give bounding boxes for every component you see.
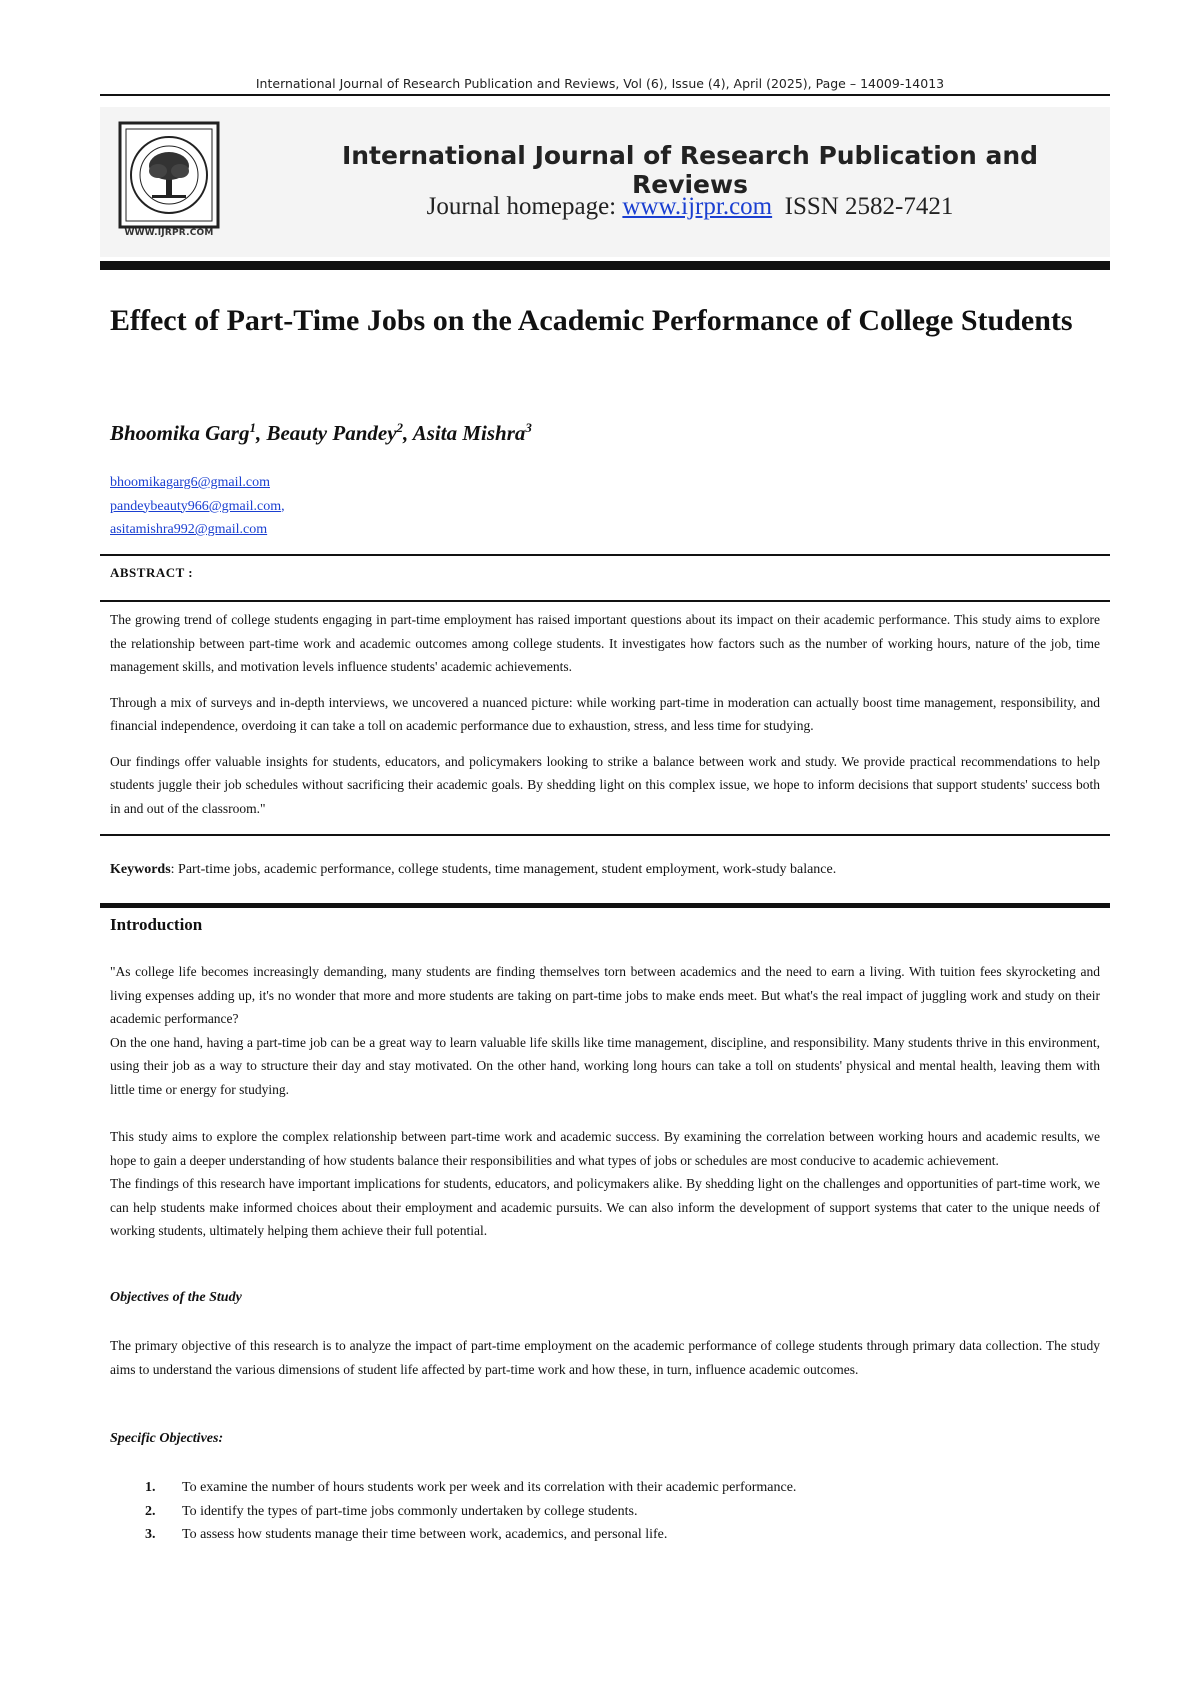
author-name: Beauty Pandey bbox=[266, 421, 397, 445]
intro-paragraph: On the one hand, having a part-time job can be a great way to learn valuable life skills like time management, discipline, and responsibility. Many students thrive in this environment, using their job as a way to structure their day and stay motivated. On the other hand, working long hours can take a toll on students' physical and mental health, leaving them with little time or energy for studying. bbox=[110, 1034, 1100, 1097]
list-item bbox=[110, 1523, 1100, 1547]
objectives-heading: Objectives of the Study bbox=[110, 1290, 242, 1305]
author-affiliation: 3 bbox=[525, 420, 532, 435]
keywords-text: : Part-time jobs, academic performance, college students, time management, student employment, work-study balance. bbox=[170, 862, 837, 877]
author-name: Asita Mishra bbox=[412, 421, 526, 445]
author-name: Bhoomika Garg bbox=[110, 421, 250, 445]
list-text: To assess how students manage their time between work, academics, and personal life. bbox=[182, 1527, 668, 1542]
journal-banner bbox=[100, 107, 1110, 257]
list-number: 2. bbox=[145, 1503, 156, 1519]
abstract-top-rule bbox=[100, 554, 1110, 556]
introduction-heading: Introduction bbox=[110, 915, 203, 934]
abstract-paragraph: Through a mix of surveys and in-depth interviews, we uncovered a nuanced picture: while working part-time in moderation can actually boost time management, responsibility, and financial independence, overdoing it can take a toll on academic performance due to exhaustion, stress, and less time for studying. bbox=[110, 694, 1100, 733]
authors: Bhoomika Garg$^1$, Beauty Pandey$^2$, Asita Mishra$^3$ bbox=[110, 420, 532, 445]
journal-homepage bbox=[280, 193, 1100, 221]
abstract-paragraph: The growing trend of college students engaging in part-time employment has raised important questions about its impact on their academic performance. This study aims to explore the relationship between part-time work and academic outcomes among college students. It investigates how factors such as the number of working hours, nature of the job, time management skills, and motivation levels influence students' academic achievements. bbox=[110, 612, 1100, 674]
author-affiliation: 2 bbox=[396, 420, 404, 435]
objectives-paragraph: The primary objective of this research is to analyze the impact of part-time employment on the academic performance of college students through primary data collection. The study aims to understand the various dimensions of student life affected by part-time work and how these, in turn, influence academic outcomes. bbox=[110, 1338, 1100, 1377]
email-link[interactable]: bhoomikagarg6@gmail.com bbox=[110, 475, 270, 490]
keywords bbox=[110, 862, 1100, 878]
paper-title: Effect of Part-Time Jobs on the Academic Performance of College Students bbox=[110, 304, 1073, 337]
issn: ISSN 2582-7421 bbox=[784, 193, 954, 220]
abstract-paragraph: Our findings offer valuable insights for students, educators, and policymakers looking to strike a balance between work and study. We provide practical recommendations to help students juggle their job schedules without sacrificing their academic goals. By shedding light on this complex issue, we hope to inform decisions that support students' success both in and out of the classroom." bbox=[110, 753, 1100, 816]
intro-paragraph: This study aims to explore the complex relationship between part-time work and academic success. By examining the correlation between working hours and academic results, we hope to gain a deeper understanding of how students balance their responsibilities and what types of jobs or schedules are most conducive to academic achievement. bbox=[110, 1129, 1100, 1168]
abstract-body bbox=[110, 608, 1100, 832]
header-rule bbox=[100, 94, 1110, 96]
author-emails bbox=[110, 471, 285, 542]
objectives-body bbox=[110, 1334, 1100, 1381]
list-number: 1. bbox=[145, 1480, 156, 1495]
email-link[interactable]: pandeybeauty966@gmail.com, bbox=[110, 498, 285, 514]
homepage-label: Journal homepage: bbox=[426, 193, 623, 220]
email-link[interactable]: asitamishra992@gmail.com bbox=[110, 522, 268, 537]
objectives-list bbox=[110, 1476, 1100, 1547]
list-text: To identify the types of part-time jobs commonly undertaken by college students. bbox=[182, 1503, 638, 1519]
intro-paragraph: "As college life becomes increasingly demanding, many students are finding themselves torn between academics and the need to earn a living. With tuition fees skyrocketing and living expenses adding up, it's no wonder that more and more students are taking on part-time jobs to make ends meet. But what's the real impact of juggling work and study on their academic performance? bbox=[110, 964, 1100, 1026]
list-item bbox=[110, 1500, 1100, 1524]
list-item bbox=[110, 1476, 1100, 1500]
introduction-body bbox=[110, 960, 1100, 1243]
author-affiliation: 1 bbox=[249, 420, 256, 435]
banner-rule bbox=[100, 261, 1110, 270]
logo-caption: WWW.IJRPR.COM bbox=[124, 228, 214, 238]
section-rule bbox=[100, 903, 1110, 908]
intro-paragraph: The findings of this research have important implications for students, educators, and policymakers alike. By shedding light on the challenges and opportunities of part-time work, we can help students make informed choices about their employment and academic pursuits. We can also inform the development of support systems that cater to the unique needs of working students, ultimately helping them achieve their full potential. bbox=[110, 1176, 1100, 1238]
keywords-label: Keywords bbox=[110, 862, 171, 877]
list-number: 3. bbox=[145, 1527, 156, 1542]
specific-objectives-heading: Specific Objectives: bbox=[110, 1431, 224, 1446]
list-text: To examine the number of hours students work per week and its correlation with their academic performance. bbox=[182, 1480, 797, 1495]
homepage-link[interactable]: www.ijrpr.com bbox=[622, 193, 773, 220]
abstract-bottom-rule bbox=[100, 834, 1110, 836]
running-head: International Journal of Research Publication and Reviews, Vol (6), Issue (4), April (2025), Page – 14009-14013 bbox=[255, 76, 945, 91]
abstract-label-rule bbox=[100, 600, 1110, 602]
abstract-label: ABSTRACT : bbox=[110, 565, 194, 580]
journal-name: International Journal of Research Publication and Reviews bbox=[341, 141, 1039, 199]
journal-logo-icon bbox=[118, 121, 220, 241]
